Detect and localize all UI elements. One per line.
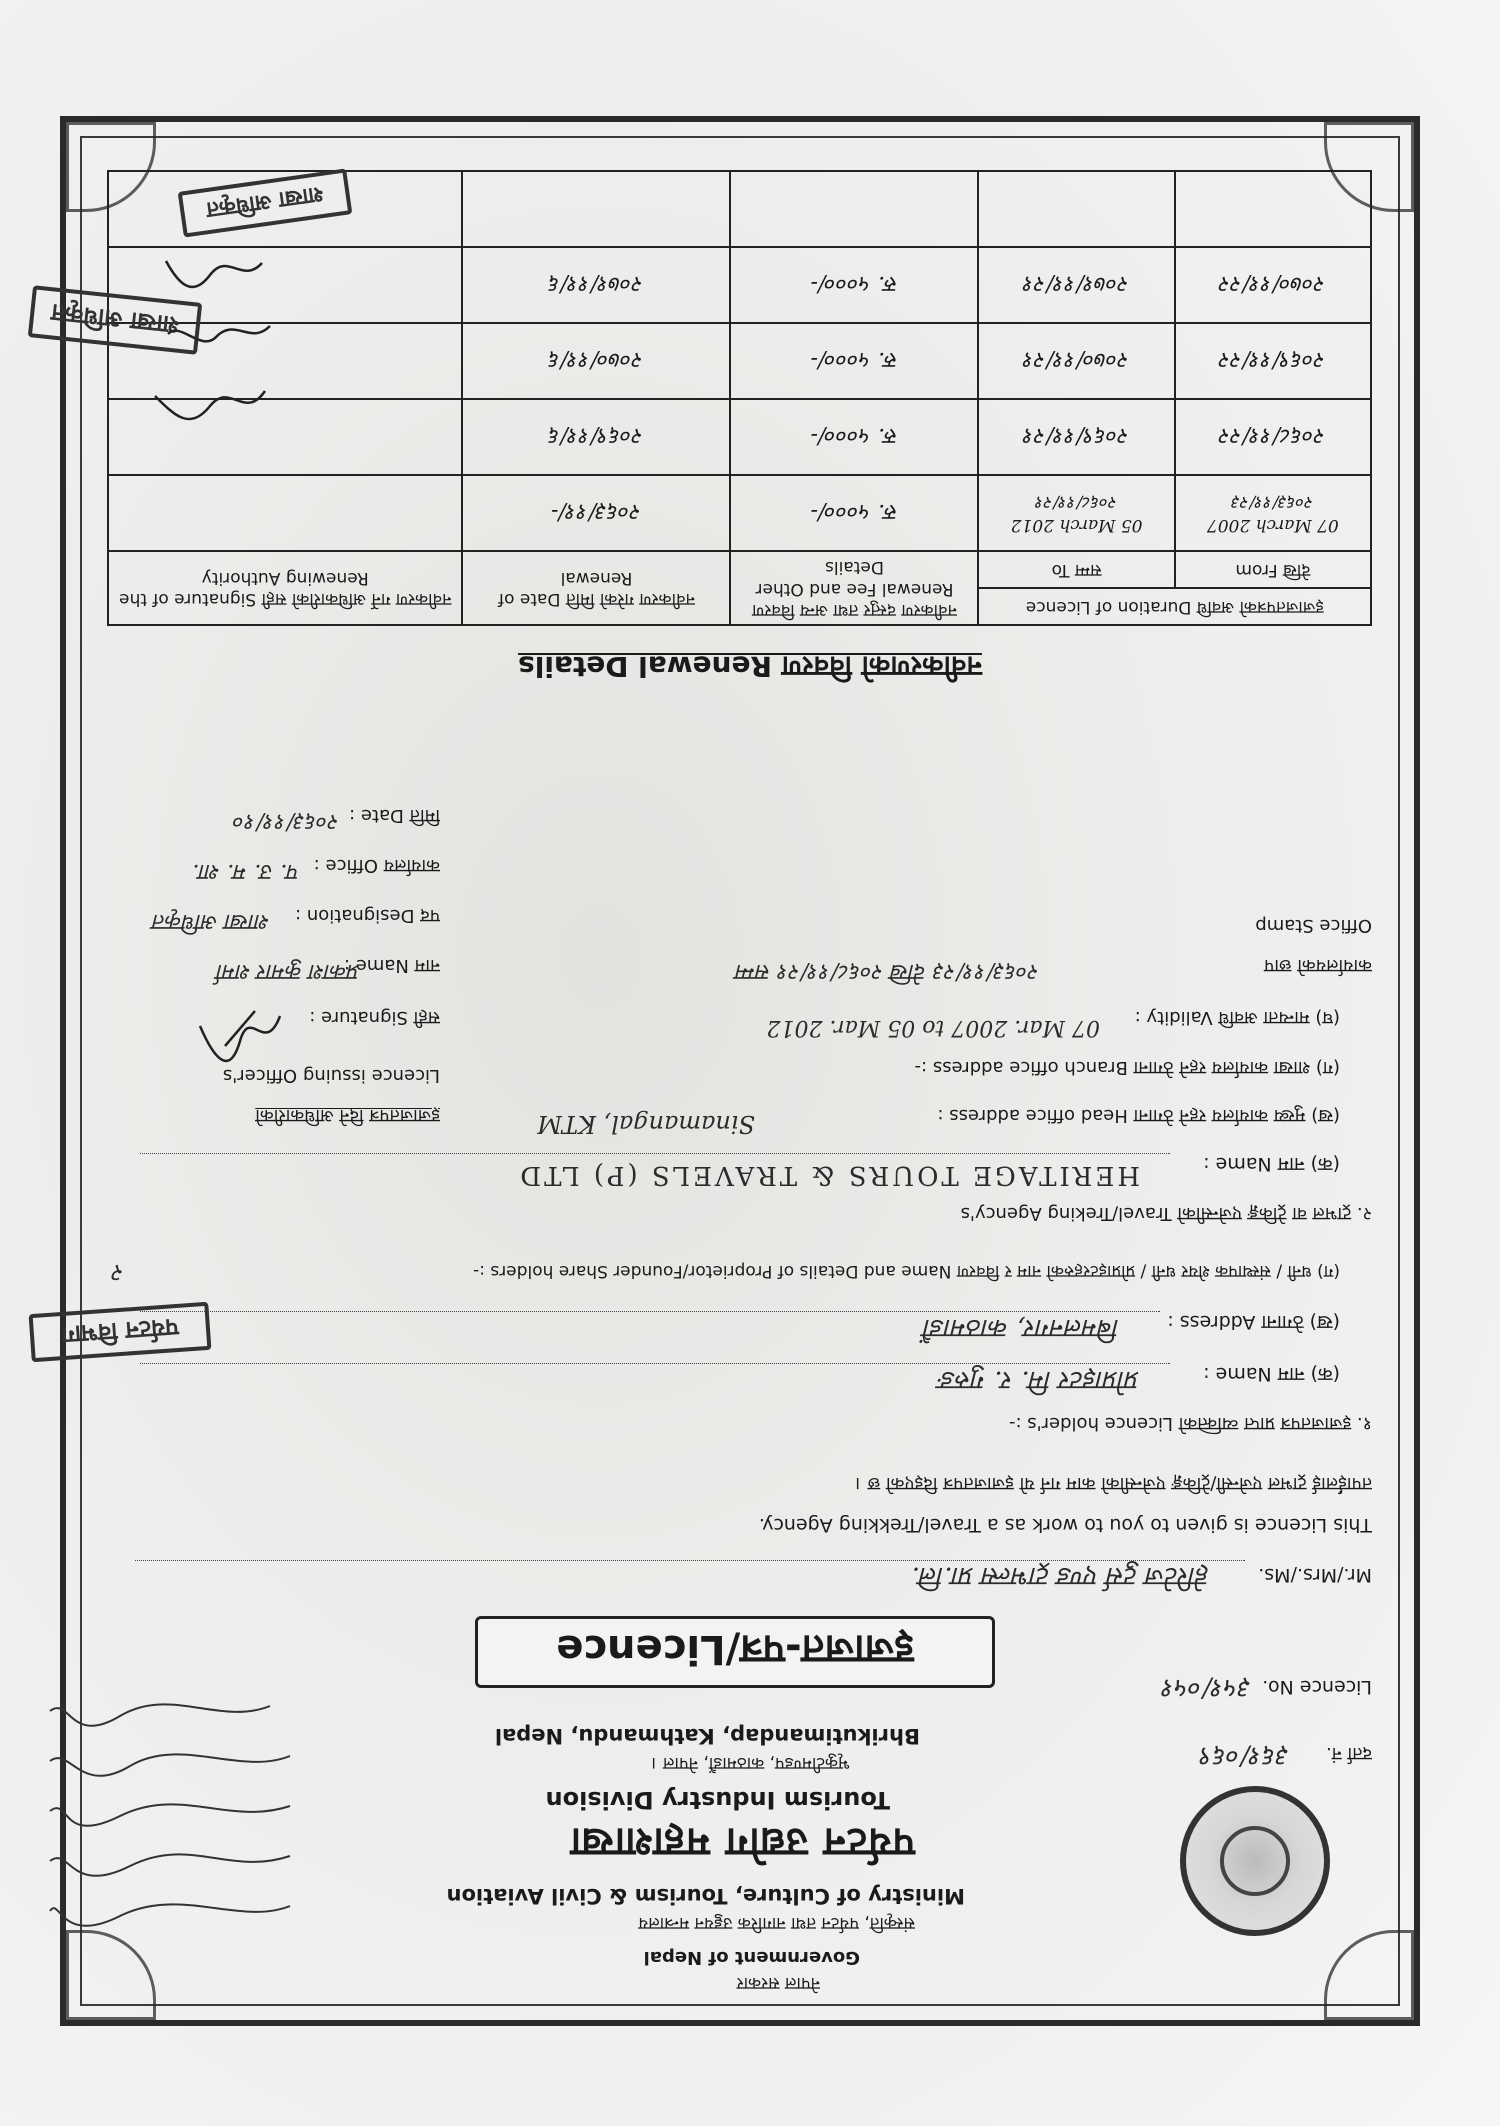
fee-cell: रु. ५०००/-	[731, 323, 979, 399]
government-np: नेपाल सरकार	[736, 1973, 820, 1993]
officer-signature-label: सही Signature :	[309, 1007, 440, 1028]
licence-no-label: Licence No.	[1262, 1676, 1372, 1698]
officer-date-label: मिति Date :	[349, 805, 440, 826]
officer-office-label: कार्यालय Office :	[313, 855, 440, 876]
agency-name-value: HERITAGE TOURS & TRAVELS (P) LTD	[517, 1160, 1140, 1190]
stamp-impression: शाखा अधिकृत	[28, 285, 203, 354]
from-cell: २०६९/११/२२	[1175, 323, 1371, 399]
from-header: देखि From	[1175, 551, 1371, 588]
licence-title: इजाजत-पत्र/Licence	[475, 1616, 995, 1688]
renewal-signature-icon	[160, 306, 280, 356]
renewal-date-header: नवीकरण गरेको मिति Date of Renewal	[463, 551, 731, 625]
division-en: Tourism Industry Division	[545, 1786, 890, 1814]
to-cell	[979, 171, 1175, 247]
fee-header: नवीकरण दस्तुर तथा अन्य विवरण Renewal Fee and Other Details	[731, 551, 979, 625]
to-cell: २०६९/११/२१	[979, 399, 1175, 475]
holder-address-value: बिमलनगर, काठमाडौं	[924, 1313, 1120, 1343]
duration-header: इजाजतपत्रको अवधि Duration of Licence	[979, 588, 1372, 625]
date-cell: २०६३/११/-	[463, 475, 731, 551]
head-office-value: Sinamangal, KTM	[537, 1110, 755, 1138]
head-office-label: (ख) मुख्य कार्यालय रहने ठेगाना Head office address :	[937, 1105, 1340, 1126]
address-np: भृकुटीमण्डप, काठमाडौं, नेपाल ।	[651, 1753, 850, 1773]
date-cell: २०७१/११/६	[463, 247, 731, 323]
validity-value: 07 Mar. 2007 to 05 Mar. 2012	[766, 1015, 1100, 1040]
fee-cell: रु. ५०००/-	[731, 475, 979, 551]
date-cell	[463, 171, 731, 247]
renewing-authority-header: नवीकरण गर्ने अधिकारीको सही Signature of the Renewing Authority	[108, 551, 463, 625]
ministry-en: Ministry of Culture, Tourism & Civil Aviation	[446, 1884, 965, 1908]
renewal-table	[107, 170, 1372, 626]
table-row	[108, 475, 1371, 551]
agency-section: २. ट्राभल वा ट्रेकिङ्ग एजेन्सीको Travel/Treking Agency's	[960, 1203, 1372, 1224]
officer-name-value: प्रकाश कुमार शर्मा	[217, 959, 360, 984]
officer-heading-np: इजाजतपत्र दिने अधिकारीको	[255, 1105, 440, 1126]
to-header: सम्म To	[979, 551, 1175, 588]
holder-section: १. इजाजतपत्र प्राप्त व्यक्तिको Licence holder's :-	[1009, 1413, 1372, 1434]
licence-no-value: ३५१/०५१	[1162, 1673, 1252, 1703]
to-cell: २०७१/११/२१	[979, 247, 1175, 323]
division-np: पर्यटन उद्योग महाशाखा	[569, 1819, 915, 1865]
mr-label: Mr./Mrs./Ms.	[1258, 1564, 1372, 1586]
office-stamp-en: Office Stamp	[1255, 915, 1372, 936]
branch-office-label: (ग) शाखा कार्यालय रहने ठेगाना Branch office address :-	[914, 1057, 1340, 1078]
officer-date-value: २०६३/११/१०	[233, 809, 340, 834]
darta-value: ३६१/०६९	[1200, 1741, 1290, 1771]
mr-value: हेरिटेज टुर्स एण्ड ट्राभल्स प्रा.लि.	[911, 1561, 1210, 1591]
fee-cell	[731, 171, 979, 247]
share-holders-value: २	[112, 1259, 125, 1287]
table-row	[108, 247, 1371, 323]
table-row	[108, 323, 1371, 399]
renewal-heading: नवीकरणको विवरण Renewal Details	[518, 650, 982, 683]
share-holders-label: (ग) धनी / संस्थापक शेयर धनी / प्रोप्राइटरहरुको नाम र विवरण Name and Details of Proprietor/Founder Share holders :-	[473, 1261, 1340, 1281]
officer-heading-en: Licence issuing Officer's	[222, 1065, 440, 1086]
holder-name-label: (क) नाम Name :	[1203, 1363, 1340, 1385]
holder-address-label: (ख) ठेगाना Address :	[1167, 1311, 1340, 1333]
fee-cell: रु. ५०००/-	[731, 399, 979, 475]
officer-name-label: नाम Name :	[343, 955, 440, 976]
to-cell: २०७०/११/२१	[979, 323, 1175, 399]
government-en: Government of Nepal	[643, 1947, 860, 1968]
table-row	[108, 399, 1371, 475]
renewal-signature-icon	[150, 376, 270, 426]
from-cell: २०७०/११/२२	[1175, 247, 1371, 323]
given-text-en: This Licence is given to you to work as a Travel/Trekking Agency.	[758, 1514, 1372, 1536]
handwritten-notes-icon	[40, 1636, 300, 1936]
fee-cell: रु. ५०००/-	[731, 247, 979, 323]
agency-name-label: (क) नाम Name :	[1203, 1153, 1340, 1175]
renewal-signature-icon	[160, 245, 270, 291]
date-cell: २०७०/११/६	[463, 323, 731, 399]
government-emblem-icon	[1180, 1786, 1330, 1936]
from-cell: 07 March 2007 २०६३/११/२३	[1175, 475, 1371, 551]
holder-name-value: प्रोप्राइटर मि. र. गुरुङ	[939, 1365, 1140, 1395]
from-cell: २०६८/११/२२	[1175, 399, 1371, 475]
officer-designation-value: शाखा अधिकृत	[153, 909, 270, 934]
from-cell	[1175, 171, 1371, 247]
given-text-np: तपाईंलाई ट्राभल एजेन्सी/ट्रेकिङ्ग एजेन्सीको काम गर्न यो इजाजतपत्र दिइएको छ ।	[855, 1473, 1372, 1494]
stamp-impression: शाखा अधिकृत	[178, 168, 353, 237]
office-stamp-np: कार्यालयको छाप	[1264, 955, 1372, 976]
validity-label: (घ) मान्यता अवधि Validity :	[1134, 1007, 1340, 1028]
officer-designation-label: पद Designation :	[295, 905, 440, 926]
agency-name-line	[140, 1153, 1170, 1154]
address-en: Bhrikutimandap, Kathmandu, Nepal	[494, 1724, 920, 1748]
validity-np: २०६३/११/२३ देखि २०६८/११/२१ सम्म	[736, 959, 1040, 984]
ministry-np: संस्कृति, पर्यटन तथा नागरिक उड्डयन मन्त्रालय	[638, 1913, 915, 1933]
sig-cell	[108, 475, 463, 551]
darta-label: दर्ता नं.	[1326, 1743, 1372, 1764]
officer-signature-icon	[195, 996, 285, 1066]
date-cell: २०६९/११/६	[463, 399, 731, 475]
to-cell: 05 March 2012 २०६८/११/२१	[979, 475, 1175, 551]
officer-office-value: प. उ. म. शा.	[192, 859, 300, 884]
stamp-impression: पर्यटन विभाग	[29, 1302, 212, 1362]
